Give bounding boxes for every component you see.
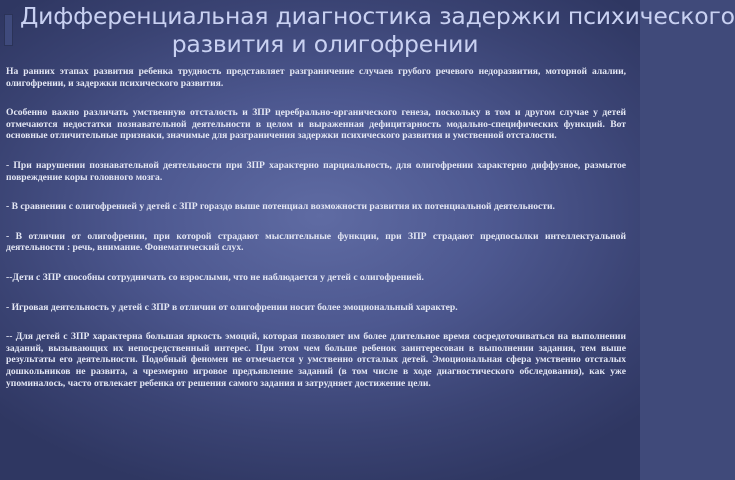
slide-body bbox=[6, 66, 626, 407]
paragraph-emotions: -- Для детей с ЗПР характерна большая яркость эмоций, которая позволяет им более длительное время сосредоточиваться на выполнении заданий, вызывающих их непосредственный интерес. При этом чем больше ребенок заинтересован в выполнении задания, тем выше результаты его деятельности. Подобный феномен не отмечается у умственно отсталых детей. Эмоциональная сфера умственно отсталых дошкольников не развита, а чрезмерно игровое предъявление заданий (в том числе в ходе диагностического обследования), как уже упоминалось, часто отвлекает ребенка от решения самого задания и затрудняет достижение цели. bbox=[6, 331, 626, 389]
paragraph-potential: - В сравнении с олигофренией у детей с ЗПР гораздо выше потенциал возможности развития их потенциальной деятельности. bbox=[6, 201, 555, 213]
slide-title-line-1: Дифференциальная диагностика задержки психического bbox=[20, 2, 735, 30]
slide-title-line-2: развития и олигофрении bbox=[171, 30, 479, 58]
slide-title bbox=[20, 2, 735, 58]
paragraph-cognitive: - При нарушении познавательной деятельности при ЗПР характерно парциальность, для олигофрении характерно диффузное, размытое повреждение коры головного мозга. bbox=[6, 159, 626, 183]
paragraph-play: - Игровая деятельность у детей с ЗПР в отличии от олигофрении носит более эмоциональный характер. bbox=[6, 301, 458, 313]
title-bullet-marker bbox=[4, 14, 13, 46]
paragraph-intro: На ранних этапах развития ребенка трудность представляет разграничение случаев грубого речевого недоразвития, моторной алалии, олигофрении, и задержки психического развития. bbox=[6, 66, 626, 89]
paragraph-prerequisites: - В отличии от олигофрении, при которой страдают мыслительные функции, при ЗПР страдают предпосылки интеллектуальной деятельности : речь, внимание. Фонематический слух. bbox=[6, 230, 626, 254]
paragraph-distinction: Особенно важно различать умственную отсталость и ЗПР церебрально-органического генеза, поскольку в том и другом случае у детей отмечаются недостатки познавательной деятельности в целом и выраженная дефицитарность модально-специфических функций. Вот основные отличительные признаки, значимые для разграничения задержки психического развития и умственной отсталости. bbox=[6, 107, 626, 142]
paragraph-cooperation: --Дети с ЗПР способны сотрудничать со взрослыми, что не наблюдается у детей с олигофренией. bbox=[6, 271, 424, 283]
